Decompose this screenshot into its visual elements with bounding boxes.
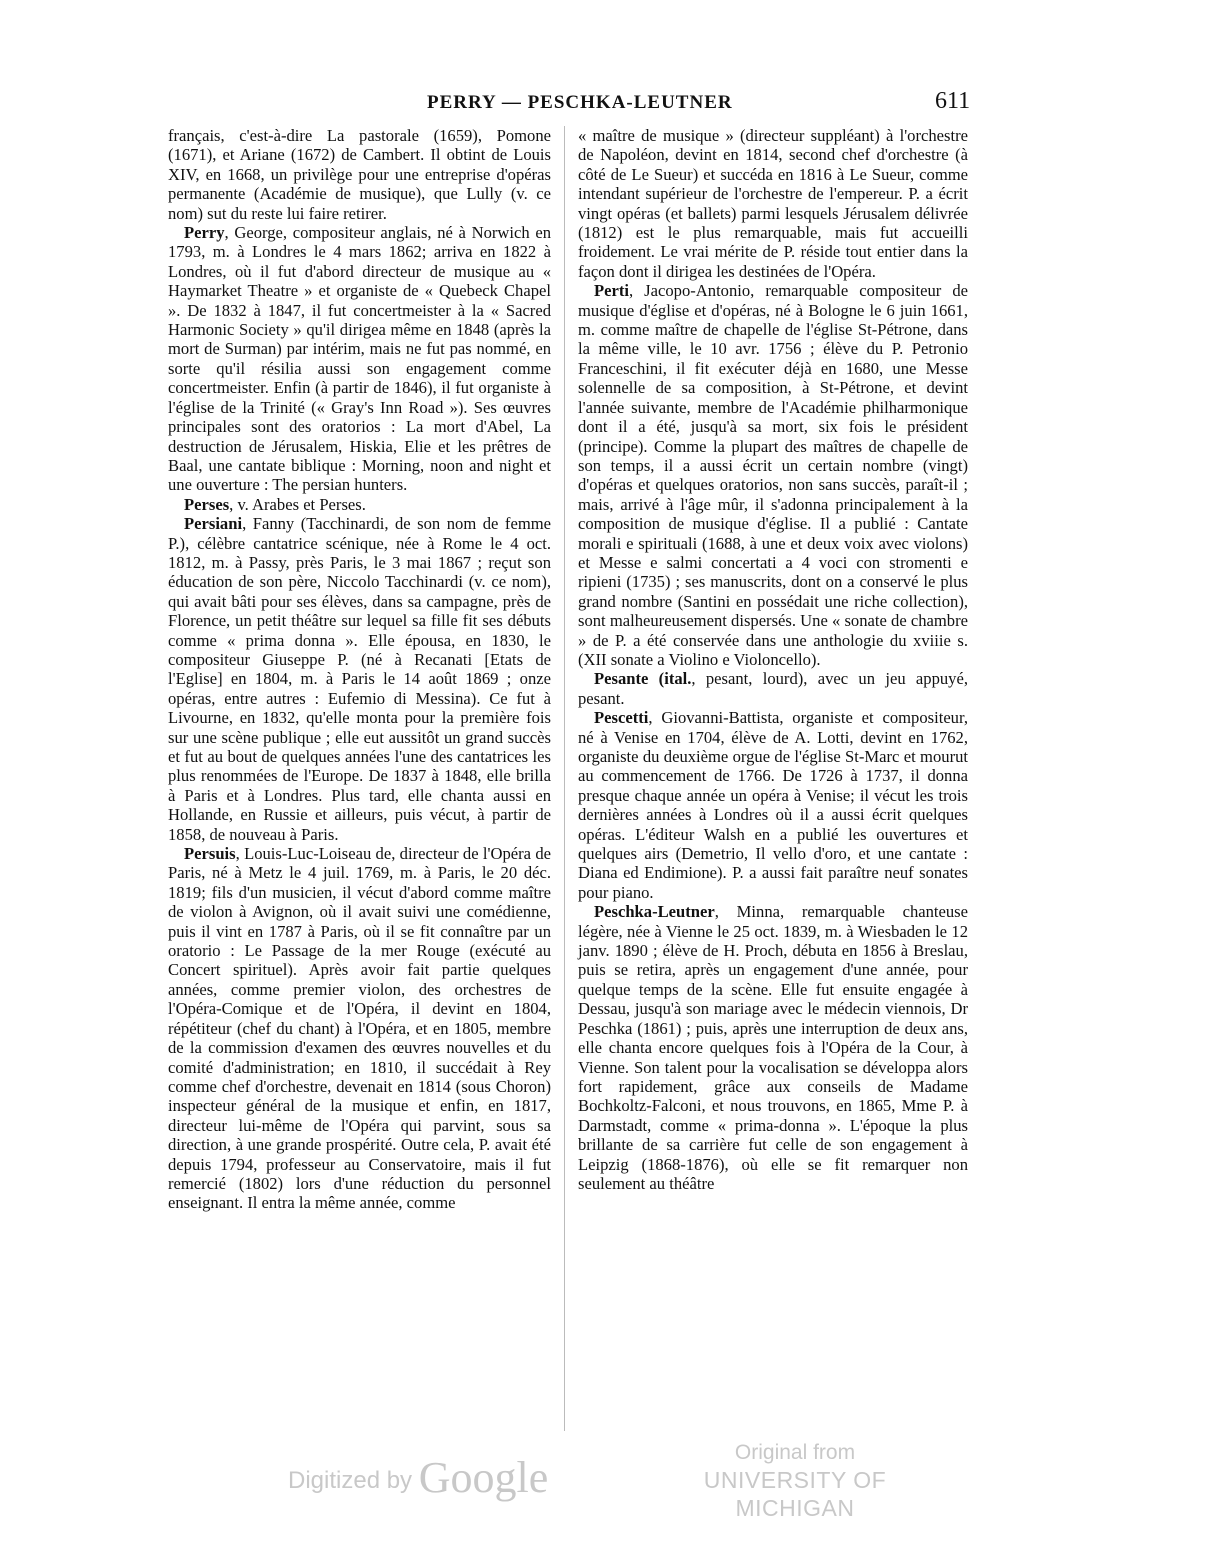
digitized-label: Digitized by <box>288 1467 413 1494</box>
university-label: UNIVERSITY OF MICHIGAN <box>703 1467 887 1521</box>
headword: Persuis <box>184 844 236 864</box>
headword: Persiani <box>184 514 243 534</box>
entry-perry: Perry, George, compositeur anglais, né à Norwich en 1793, m. à Londres le 4 mars 1862; arriva en 1822 à Londres, où il fut d'abord directeur de musique au « Haymarket Theatre » et organiste de « Quebeck Chapel ». De 1832 à 1847, il fut concertmeister à la « Sacred Harmonic Society » qu'il dirigea même en 1848 (après la mort de Surman) par intérim, mais ne fut pas nommé, en sorte qu'il résilia aussi son engagement comme concertmeister. Enfin (à partir de 1846), il fut organiste à l'église de la Trinité (« Gray's Inn Road »). Ses œuvres principales sont des oratorios : La mort d'Abel, La destruction de Jérusalem, Hiskia, Elie et les prêtres de Baal, une cantate biblique : Morning, noon and night et une ouverture : The persian hunters. <box>168 223 551 495</box>
headword: Perses <box>184 494 230 514</box>
entry-persuis: Persuis, Louis-Luc-Loiseau de, directeur de l'Opéra de Paris, né à Metz le 4 juil. 1769, m. à Paris, le 20 déc. 1819; fils d'un musicien, il vécut d'abord comme maître de violon à Avignon, où il avait suivi une comédienne, puis il vint en 1787 à Paris, où il se fit connaître par un oratorio : Le Passage de la mer Rouge (exécuté au Concert spirituel). Après avoir fait partie quelques années, comme premier violon, des orchestres de l'Opéra-Comique et de l'Opéra, il devint en 1804, répétiteur (chef du chant) à l'Opéra, et en 1805, membre de la commission d'examen des œuvres nouvelles et du comité d'administration; en 1810, il succédait à Rey comme chef d'orchestre, devenait en 1814 (sous Choron) inspecteur général de la musique et enfin, en 1817, directeur lui-même de l'Opéra qui parvint, sous sa direction, à une grande prospérité. Outre cela, P. avait été depuis 1794, professeur au Conservatoire, mais il fut remercié (1802) lors d'une réduction du personnel enseignant. Il entra la même année, comme <box>168 844 551 1213</box>
column-divider <box>564 126 565 1431</box>
entry-paragraph: « maître de musique » (directeur suppléant) à l'orchestre de Napoléon, devint en 1814, second chef d'orchestre (à côté de Le Sueur) et succéda en 1816 à Le Sueur, comme intendant supérieur de l'orchestre de l'empereur. P. a écrit vingt opéras (et ballets) parmi lesquels Jérusalem délivrée (1812) est le plus remarquable, mais fut accueilli froidement. Le vrai mérite de P. réside tout entier dans la façon dont il dirigea les destinées de l'Opéra. <box>578 126 968 281</box>
entry-perti: Perti, Jacopo-Antonio, remarquable compositeur de musique d'église et d'opéras, né à Bologne le 6 juin 1661, m. comme maître de chapelle de l'église St-Pétrone, dans la même ville, le 10 avr. 1756 ; élève du P. Petronio Franceschini, il fit exécuter déjà en 1680, une Messe solennelle de sa composition, à St-Pétrone, et devint l'année suivante, membre de l'Académie philharmonique dont il a été, jusqu'à sa mort, six fois le président (principe). Comme la plupart des maîtres de chapelle de son temps, il a aussi écrit un certain nombre (vingt) d'opéras et quelques oratorios, non sans succès, paraît-il ; mais, arrivé à l'âge mûr, il s'adonna principalement à la composition de musique d'église. Il a publié : Cantate morali e spirituali (1688, à une et deux voix avec violons) et Messe e salmi concertati a 4 voci con stromenti e ripieni (1735) ; ses manuscrits, dont on a conservé le plus grand nombre (Santini en possédait une riche collection), sont malheureusement dispersés. Une « sonate de chambre » de P. a été conservée dans une anthologie du xviiie s. (XII sonate a Violino e Violoncello). <box>578 281 968 669</box>
page-footer <box>0 1440 1207 1521</box>
entry-pescetti: Pescetti, Giovanni-Battista, organiste et compositeur, né à Venise en 1704, élève de A. Lotti, devint en 1762, organiste du deuxième orgue de l'église St-Marc et mourut au commencement de 1766. De 1726 à 1737, il donna presque chaque année un opéra à Venise; il vécut les trois dernières années à Londres où il a aussi écrit quelques opéras. L'éditeur Walsh en a publié les ouvertures et quelques airs (Demetrio, Il vello d'oro, et une cantate : Diana ed Endimione). P. a aussi fait paraître neuf sonates pour piano. <box>578 708 968 902</box>
headword: Pesante (ital. <box>594 669 692 689</box>
entry-persiani: Persiani, Fanny (Tacchinardi, de son nom de femme P.), célèbre cantatrice scénique, née à Rome le 4 oct. 1812, m. à Passy, près Paris, le 3 mai 1867 ; reçut son éducation de son père, Niccolo Tacchinardi (v. ce nom), qui avait bâti pour ses élèves, dans sa campagne, près de Florence, un petit théâtre sur lequel sa fille fit ses débuts comme « prima donna ». Elle épousa, en 1830, le compositeur Giuseppe P. (né à Recanati [Etats de l'Eglise] en 1804, m. à Paris le 14 août 1869 ; onze opéras, entre autres : Eufemio di Messina). Ce fut à Livourne, en 1832, qu'elle monta pour la première fois sur une scène publique ; elle eut aussitôt un grand succès et fut au bout de quelques années l'une des cantatrices les plus renommées de l'Europe. De 1837 à 1848, elle brilla à Paris et à Londres. Plus tard, elle chanta aussi en Hollande, en Russie et ailleurs, puis vécut, à partir de 1858, de nouveau à Paris. <box>168 514 551 844</box>
headword: Perti <box>594 281 630 301</box>
running-head: PERRY — PESCHKA-LEUTNER <box>427 92 733 113</box>
headword: Pescetti <box>594 708 649 728</box>
google-logo: Google <box>418 1453 549 1502</box>
entry-paragraph: français, c'est-à-dire La pastorale (1659), Pomone (1671), et Ariane (1672) de Cambert. Il obtint de Louis XIV, en 1668, un privilège pour une entreprise d'opéras permanente (Académie de musique), que Lully (v. ce nom) sut du reste lui faire retirer. <box>168 126 551 223</box>
page-header <box>0 88 1207 118</box>
page-number: 611 <box>935 88 971 114</box>
entry-perses: Perses, v. Arabes et Perses. <box>184 494 366 514</box>
digitized-watermark <box>288 1452 548 1503</box>
left-column <box>168 126 551 1213</box>
entry-pesante: Pesante (ital., pesant, lourd), avec un jeu appuyé, pesant. <box>578 669 968 708</box>
right-column <box>578 126 968 1193</box>
original-from-label: Original from <box>734 1441 856 1464</box>
entry-peschka-leutner: Peschka-Leutner, Minna, remarquable chanteuse légère, née à Vienne le 25 oct. 1839, m. à Wiesbaden le 12 janv. 1890 ; élève de H. Proch, débuta en 1856 à Breslau, puis se retira, après un engagement d'une année, pour quelque temps de la scène. Elle fut ensuite engagée à Dessau, jusqu'à son mariage avec le médecin viennois, Dr Peschka (1861) ; puis, après une interruption de deux ans, elle chanta encore quelques fois à l'Opéra de la Cour, à Vienne. Son talent pour la vocalisation se développa alors fort rapidement, grâce aux conseils de Madame Bochkoltz-Falconi, et nous trouvons, en 1865, Mme P. à Darmstadt, comme « prima-donna ». L'époque la plus brillante de sa carrière fut celle de son engagement à Leipzig (1868-1876), où elle se fit remarquer non seulement au théâtre <box>578 902 968 1193</box>
headword: Perry <box>184 223 225 243</box>
headword: Peschka-Leutner <box>594 902 715 922</box>
origin-watermark <box>670 1440 920 1522</box>
